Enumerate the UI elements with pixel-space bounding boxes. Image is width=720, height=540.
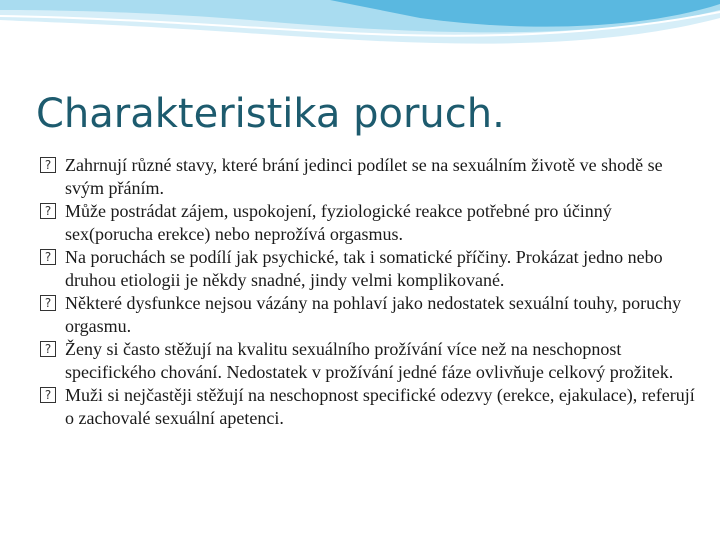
bullet-item bbox=[40, 292, 696, 338]
bullet-item bbox=[40, 154, 696, 200]
missing-glyph-icon: ? bbox=[40, 157, 56, 173]
bullet-text: Může postrádat zájem, uspokojení, fyziologické reakce potřebné pro účinný sex(porucha erekce) nebo neprožívá orgasmus. bbox=[65, 201, 612, 244]
missing-glyph-icon: ? bbox=[40, 249, 56, 265]
bullet-text: Některé dysfunkce nejsou vázány na pohlaví jako nedostatek sexuální touhy, poruchy orgasmu. bbox=[65, 293, 682, 336]
decorative-wave-banner bbox=[0, 0, 720, 80]
bullet-text: Ženy si často stěžují na kvalitu sexuálního prožívání více než na neschopnost specifického chování. Nedostatek v prožívání jedné fáze ovlivňuje celkový prožitek. bbox=[65, 339, 674, 382]
bullet-item bbox=[40, 246, 696, 292]
bullet-text: Muži si nejčastěji stěžují na neschopnost specifické odezvy (erekce, ejakulace), referují o zachovalé sexuální apetenci. bbox=[65, 385, 695, 428]
bullet-text: Na poruchách se podílí jak psychické, tak i somatické příčiny. Prokázat jedno nebo druhou etiologii je někdy snadné, jindy velmi komplikované. bbox=[65, 247, 663, 290]
bullet-item bbox=[40, 200, 696, 246]
bullet-item bbox=[40, 384, 696, 430]
missing-glyph-icon: ? bbox=[40, 387, 56, 403]
bullet-list bbox=[40, 154, 696, 430]
bullet-text: Zahrnují různé stavy, které brání jedinci podílet se na sexuálním životě ve shodě se svým přáním. bbox=[65, 155, 663, 198]
missing-glyph-icon: ? bbox=[40, 341, 56, 357]
bullet-item bbox=[40, 338, 696, 384]
slide-title: Charakteristika poruch. bbox=[36, 91, 505, 137]
missing-glyph-icon: ? bbox=[40, 295, 56, 311]
missing-glyph-icon: ? bbox=[40, 203, 56, 219]
